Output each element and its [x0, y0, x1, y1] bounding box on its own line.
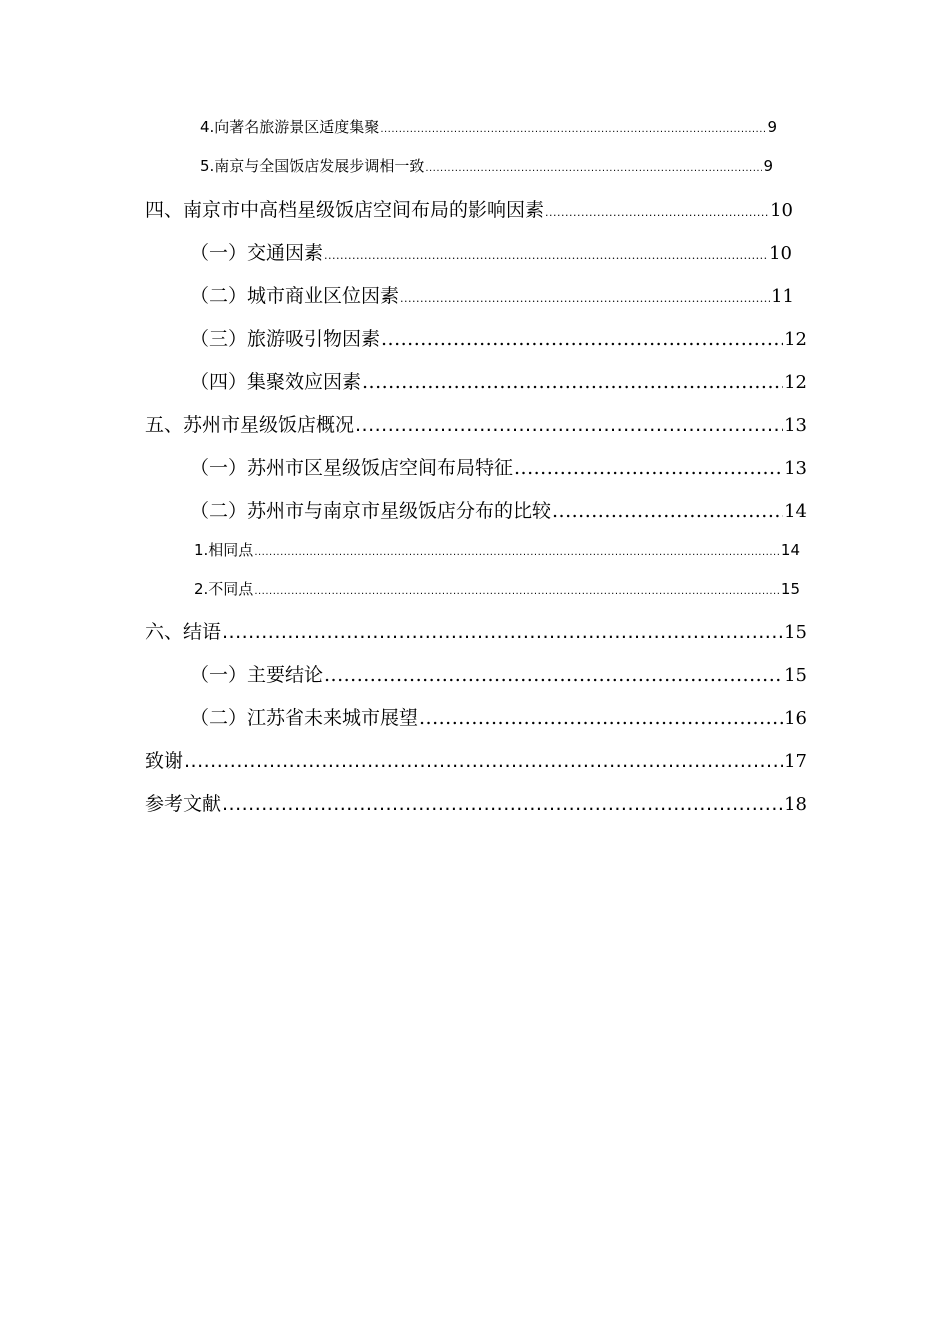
toc-entry-page: 15	[784, 665, 807, 686]
toc-entry-page: 17	[784, 751, 807, 772]
toc-entry-title: （一）主要结论	[190, 664, 324, 686]
toc-entry-title: 致谢	[145, 750, 184, 772]
toc-entry[interactable]	[190, 703, 807, 730]
toc-entry-page: 14	[784, 501, 807, 522]
toc-entry-page: 12	[784, 329, 807, 350]
toc-entry-title: （一）交通因素	[190, 242, 324, 264]
toc-entry[interactable]	[190, 496, 807, 523]
toc-leader	[419, 707, 783, 729]
toc-leader	[400, 292, 770, 305]
toc-entry-title: 五、苏州市星级饭店概况	[145, 414, 355, 436]
toc-entry[interactable]	[190, 324, 807, 351]
toc-entry-title: （一）苏州市区星级饭店空间布局特征	[190, 457, 514, 479]
toc-entry-page: 9	[767, 118, 777, 136]
toc-entry-title: 参考文献	[145, 793, 222, 815]
toc-leader	[222, 793, 783, 815]
toc-entry-title: 1.相同点	[194, 541, 254, 559]
toc-entry-page: 18	[784, 794, 807, 815]
toc-entry-page: 14	[780, 541, 800, 559]
toc-entry-page: 15	[780, 580, 800, 598]
toc-entry[interactable]	[200, 116, 777, 137]
toc-entry-page: 10	[769, 243, 792, 264]
toc-leader	[362, 371, 783, 393]
toc-entry[interactable]	[190, 367, 807, 394]
toc-entry-title: 4.向著名旅游景区适度集聚	[200, 118, 380, 136]
toc-entry-title: 四、南京市中高档星级饭店空间布局的影响因素	[145, 199, 545, 221]
toc-entry-title: （四）集聚效应因素	[190, 371, 362, 393]
toc-entry[interactable]	[190, 281, 794, 308]
toc-entry[interactable]	[200, 155, 773, 176]
toc-entry-title: （二）城市商业区位因素	[190, 285, 400, 307]
toc-entry[interactable]	[145, 617, 807, 644]
toc-leader	[545, 206, 769, 219]
toc-entry-title: （二）江苏省未来城市展望	[190, 707, 419, 729]
toc-entry[interactable]	[145, 410, 807, 437]
toc-entry-title: 2.不同点	[194, 580, 254, 598]
toc-entry[interactable]	[190, 453, 807, 480]
toc-entry[interactable]	[145, 746, 807, 773]
toc-leader	[254, 547, 780, 558]
toc-entry[interactable]	[190, 660, 807, 687]
toc-entry-page: 13	[784, 415, 807, 436]
toc-entry-title: 5.南京与全国饭店发展步调相一致	[200, 157, 425, 175]
toc-entry-title: 六、结语	[145, 621, 222, 643]
toc-entry[interactable]	[194, 539, 800, 560]
toc-entry-page: 16	[784, 708, 807, 729]
toc-entry-page: 12	[784, 372, 807, 393]
toc-leader	[425, 163, 762, 174]
toc-leader	[355, 414, 783, 436]
toc-leader	[254, 586, 780, 597]
toc-leader	[380, 124, 766, 135]
toc-leader	[381, 328, 783, 350]
toc-entry[interactable]	[145, 789, 807, 816]
toc-leader	[514, 457, 783, 479]
toc-leader	[552, 500, 783, 522]
toc-entry-page: 15	[784, 622, 807, 643]
toc-leader	[324, 664, 783, 686]
toc-entry-page: 10	[770, 200, 793, 221]
toc-leader	[184, 750, 783, 772]
toc-leader	[324, 249, 768, 262]
toc-entry[interactable]	[190, 238, 792, 265]
toc-entry-page: 9	[763, 157, 773, 175]
toc-entry[interactable]	[145, 195, 793, 222]
toc-leader	[222, 621, 783, 643]
toc-entry-page: 11	[771, 286, 794, 307]
toc-entry-title: （三）旅游吸引物因素	[190, 328, 381, 350]
toc-entry-title: （二）苏州市与南京市星级饭店分布的比较	[190, 500, 552, 522]
toc-entry-page: 13	[784, 458, 807, 479]
toc-entry[interactable]	[194, 578, 800, 599]
